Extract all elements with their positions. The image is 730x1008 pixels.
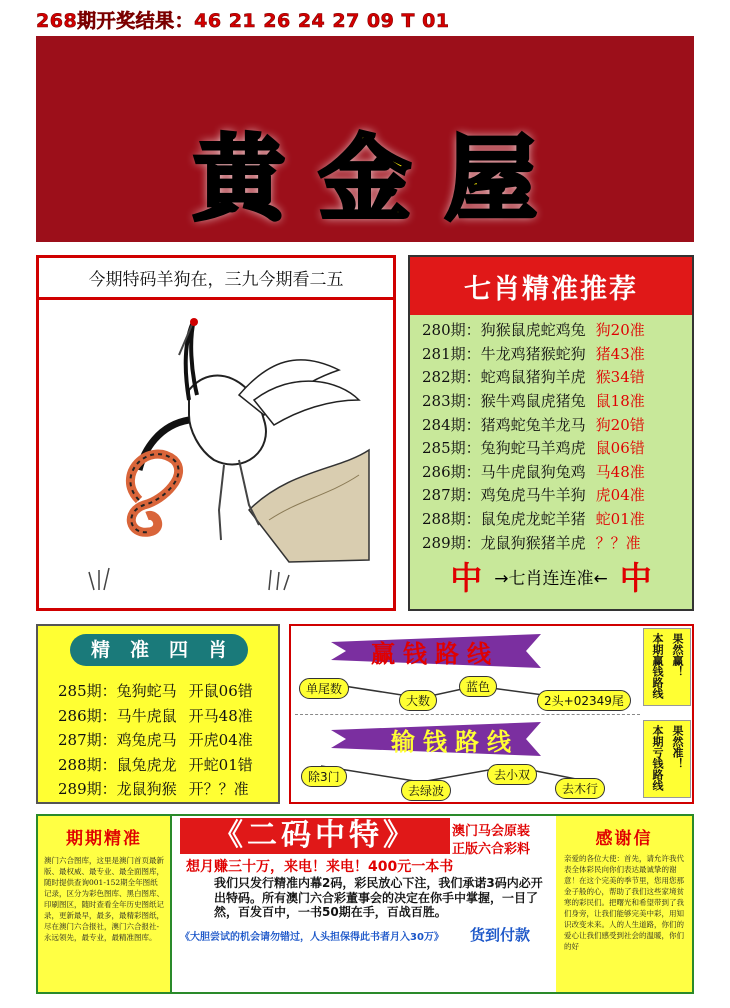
list-item: 287期： 鸡兔虎马牛羊狗 虎04准 bbox=[422, 486, 645, 505]
win-side-box: 果然赢！ 本期赢钱路线 bbox=[643, 628, 691, 706]
footer-slogan: →七肖连连准← bbox=[494, 568, 608, 589]
list-item: 288期： 鼠兔虎龙蛇羊猪 蛇01准 bbox=[422, 510, 645, 529]
bottom-left-panel bbox=[38, 816, 172, 992]
list-item: 280期： 狗猴鼠虎蛇鸡兔 狗20准 bbox=[422, 321, 645, 340]
side-label-1: 澳门马会原装 bbox=[452, 824, 531, 839]
win-node-4: 2头+02349尾 bbox=[537, 690, 631, 711]
list-item: 283期： 猴牛鸡鼠虎猪兔 鼠18准 bbox=[422, 392, 645, 411]
bottom-right-panel bbox=[556, 816, 692, 992]
left-panel-title: 期期精准 bbox=[66, 829, 142, 849]
thanks-text: 亲爱的各位大使：首先，请允许我代表全体彩民向你们表达最诚挚的谢意！在这个完美的季节里，您用您那金子般的心，帮助了我们这些家境贫寒的彩民们。把曙光和希望带到了我们身旁，让我们能够完美中彩，用知识改变未来。人的人生道路，你们的爱心让我们感受到社会的温暖，你们的好 bbox=[564, 854, 684, 951]
crane-snake-illustration bbox=[39, 300, 393, 608]
lose-node-3: 去小双 bbox=[487, 764, 537, 785]
list-item: 286期： 马牛虎鼠狗兔鸡 马48准 bbox=[422, 462, 645, 481]
win-node-3: 蓝色 bbox=[459, 676, 497, 697]
crane-caption: 今期特码羊狗在，三九今期看二五 bbox=[39, 258, 393, 300]
lose-route-title: 输钱路线 bbox=[391, 728, 519, 756]
promo-line: 想月赚三十万，来电！来电！400元一本书 bbox=[186, 859, 454, 875]
title-banner bbox=[36, 36, 694, 242]
promo-body: 我们只发行精准内幕2码，彩民放心下注，我们承诺3码内必开出特码。所有澳门六合彩董事会的决定在你手中掌握，一目了然，百发百中，一书50期在手，百战百胜。 bbox=[214, 876, 543, 919]
thanks-title: 感谢信 bbox=[595, 829, 653, 849]
zhong-mark-left: 中 bbox=[450, 559, 483, 597]
list-item: 286期：马牛虎鼠 开马48准 bbox=[58, 706, 253, 725]
two-code-title: 《二码中特》 bbox=[180, 818, 450, 854]
list-item: 285期： 兔狗蛇马羊鸡虎 鼠06错 bbox=[422, 439, 645, 458]
bottom-main-panel bbox=[172, 816, 556, 992]
list-item: 289期： 龙鼠狗猴猪羊虎 ？？准 bbox=[422, 533, 641, 552]
lose-node-2: 去绿波 bbox=[401, 780, 451, 801]
seven-zodiac-box bbox=[408, 255, 694, 611]
four-zodiac-title: 精准四肖 bbox=[70, 634, 248, 666]
zhong-mark-right: 中 bbox=[619, 559, 652, 597]
lose-side-box: 果然准！ 本期亏钱路线 bbox=[643, 720, 691, 798]
lose-node-4: 去木行 bbox=[555, 778, 605, 799]
crane-box bbox=[36, 255, 396, 611]
list-item: 282期： 蛇鸡鼠猪狗羊虎 猴34错 bbox=[422, 368, 645, 387]
left-panel-text: 澳门六合图库，这里是澳门首页最新版、最权威、最专业、最全面图库，随时提供查询001-152期全年图纸记录，区分为彩色图库、黑白图库、印刷图区，随时查看全年历史图纸记录，更新最早，最多，最精彩图纸，尽在澳门六合报社，澳门六合报社-永远领先，最专业，最精准图库。 bbox=[44, 856, 164, 942]
seven-zodiac-title: 七肖精准推荐 bbox=[410, 257, 692, 315]
route-box bbox=[289, 624, 694, 804]
list-item: 287期：鸡兔虎马 开虎04准 bbox=[58, 731, 253, 749]
win-node-1: 单尾数 bbox=[299, 678, 349, 699]
promo-note: 《大胆尝试的机会请勿错过，人头担保得此书者月入30万》 bbox=[180, 932, 444, 943]
bottom-box bbox=[36, 814, 694, 994]
list-item: 281期： 牛龙鸡猪猴蛇狗 猪43准 bbox=[422, 344, 645, 363]
lose-node-1: 除3门 bbox=[301, 766, 347, 787]
list-item: 288期：鼠兔虎龙 开蛇01错 bbox=[58, 755, 253, 774]
seven-zodiac-footer bbox=[410, 553, 692, 599]
cod-label: 货到付款 bbox=[470, 926, 531, 944]
side-label-2: 正版六合彩料 bbox=[452, 842, 531, 857]
win-node-2: 大数 bbox=[399, 690, 437, 711]
route-divider bbox=[295, 714, 640, 715]
banner-title: 黄金屋 bbox=[192, 125, 571, 233]
four-zodiac-box bbox=[36, 624, 280, 804]
list-item: 285期：兔狗蛇马 开鼠06错 bbox=[58, 682, 253, 700]
list-item: 289期：龙鼠狗猴 开？？准 bbox=[58, 780, 249, 798]
result-headline: 268期开奖结果：46 21 26 24 27 09 T 01 bbox=[36, 10, 450, 32]
win-route-title: 赢钱路线 bbox=[371, 640, 499, 668]
list-item: 284期： 猪鸡蛇兔羊龙马 狗20错 bbox=[422, 415, 645, 434]
